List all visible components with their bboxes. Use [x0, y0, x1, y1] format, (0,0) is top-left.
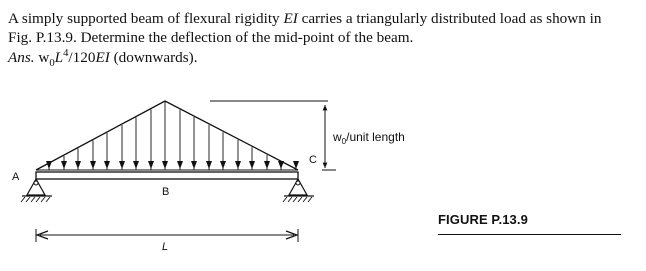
load-arrow-head [191, 161, 197, 169]
load-arrow-head [235, 161, 241, 169]
answer-prefix: Ans. [8, 49, 35, 66]
label-span-l: L [162, 241, 169, 253]
triangular-load-outline [36, 101, 298, 170]
load-arrow-head [90, 161, 96, 169]
load-arrow-head [264, 161, 270, 169]
load-arrow-head [206, 161, 212, 169]
answer-L-exponent: 4 [63, 47, 69, 59]
label-a: A [12, 171, 20, 183]
label-b: B [162, 186, 170, 198]
load-arrow-head [104, 161, 110, 169]
flexural-rigidity-symbol: EI [283, 10, 298, 27]
load-unit-text: /unit length [346, 130, 405, 144]
answer-denominator: /120 [68, 49, 96, 66]
load-arrow-head [61, 161, 67, 169]
load-arrow-head [75, 161, 81, 169]
problem-line-1-end: carries a triangularly distributed load as shown in [301, 10, 602, 27]
load-arrow-head [249, 161, 255, 169]
load-intensity-label [332, 130, 405, 146]
load-w: w [333, 130, 342, 144]
answer-suffix: (downwards). [113, 49, 198, 66]
pin-support-a [21, 179, 52, 202]
load-arrow-head [220, 161, 226, 169]
beam [36, 172, 298, 179]
load-arrow-head [119, 161, 125, 169]
load-arrows [46, 102, 299, 170]
load-w-subscript: 0 [341, 137, 347, 146]
answer-ei: EI [95, 49, 110, 66]
answer-w: w [38, 49, 50, 66]
load-arrow-head [46, 161, 52, 169]
support-right [283, 179, 314, 202]
load-arrow-head [177, 161, 183, 169]
label-c: C [309, 154, 317, 166]
problem-line-2: Fig. P.13.9. Determine the deflection of the mid-point of the beam. [8, 29, 414, 46]
figure-caption: FIGURE P.13.9 [438, 212, 528, 227]
load-arrow-head [133, 161, 139, 169]
caption-rule [438, 234, 621, 235]
answer-L: L [54, 49, 64, 66]
answer-w-subscript: 0 [49, 58, 55, 70]
load-arrow-head [148, 161, 154, 169]
load-arrow-head [162, 161, 168, 169]
load-arrow-head [278, 161, 284, 169]
problem-line-1: A simply supported beam of flexural rigidity [8, 10, 280, 27]
